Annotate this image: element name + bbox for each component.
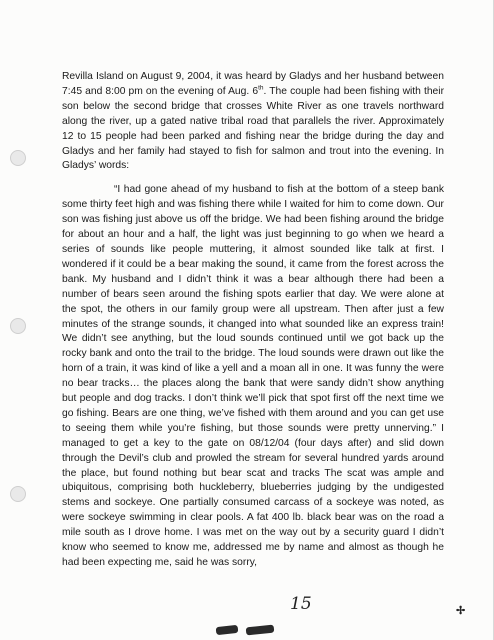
corner-mark-icon: ✢: [456, 604, 466, 617]
punch-hole: [10, 150, 26, 166]
crossed-out-page-number: [246, 625, 275, 636]
ordinal-suffix: th: [258, 84, 264, 92]
paragraph-intro-text: Revilla Island on August 9, 2004, it was heard by Gladys and her husband between 7:45 and 8:00 pm on the evening of Aug. 6: [62, 71, 444, 97]
paragraph-intro-text-cont: . The couple had been fishing with their son below the second bridge that crosses White River as one travels northward along the river, up a gated native tribal road that parallels the river. Approximately 12 to 15 people had been parked and fishing near the bridge during the day and Gladys and her family had stayed to fish for salmon and trout into the evening. In Gladys’ words:: [62, 85, 445, 172]
page-number: 15: [290, 594, 312, 614]
body-text: [62, 70, 444, 571]
paragraph-intro: [62, 70, 444, 174]
punch-hole: [10, 486, 26, 502]
punch-hole: [10, 318, 26, 334]
paragraph-quote: “I had gone ahead of my husband to fish at the bottom of a steep bank some thirty feet high and was fishing there while I waited for him to come down. Our son was fishing just above us off the bridge. We had been fishing around the bridge for about an hour and a half, the light was just beginning to go when we heard a series of sounds like people muttering, it almost sounded like talk at first. I wondered if it could be a bear making the sound, it came from the forest across the bank. My husband and I didn’t think it was a bear although there had been a number of bears seen around the fishing spots earlier that day. We were alone at the spot, the others in our family group were all upstream. Then after just a few minutes of the strange sounds, it changed into what sounded like an express train! We didn’t see anything, but the loud sounds continued until we got back up the rocky bank and onto the trail to the bridge. The loud sounds were drawn out like the horn of a train, it was kind of like a yell and a moan all in one. It was funny the were no bear tracks… the places along the bank that were sandy didn’t show anything but people and dog tracks. I don’t think we’ll pick that spot first off the next time we go fishing. Bears are one thing, we’ve fished with them around and you can get use to seeing them while you’re fishing, but those sounds were pretty unnerving.” I managed to get a key to the gate on 08/12/04 (four days after) and slid down through the Devil’s club and prowled the stream for several hundred yards around the place, but found nothing but bear scat and tracks The scat was ample and ubiquitous, comprising both huckleberry, blueberries judging by the undigested stems and sockeye. One partially consumed carcass of a sockeye was noted, as were sockeye swimming in clear pools. A fat 400 lb. black bear was on the road a mile south as I drove home. I was met on the way out by a security guard I didn’t know who seemed to know me, addressed me by name and almost as though he had been expecting me, said he was sorry,: [62, 184, 444, 568]
crossed-out-page-number: [216, 625, 239, 635]
